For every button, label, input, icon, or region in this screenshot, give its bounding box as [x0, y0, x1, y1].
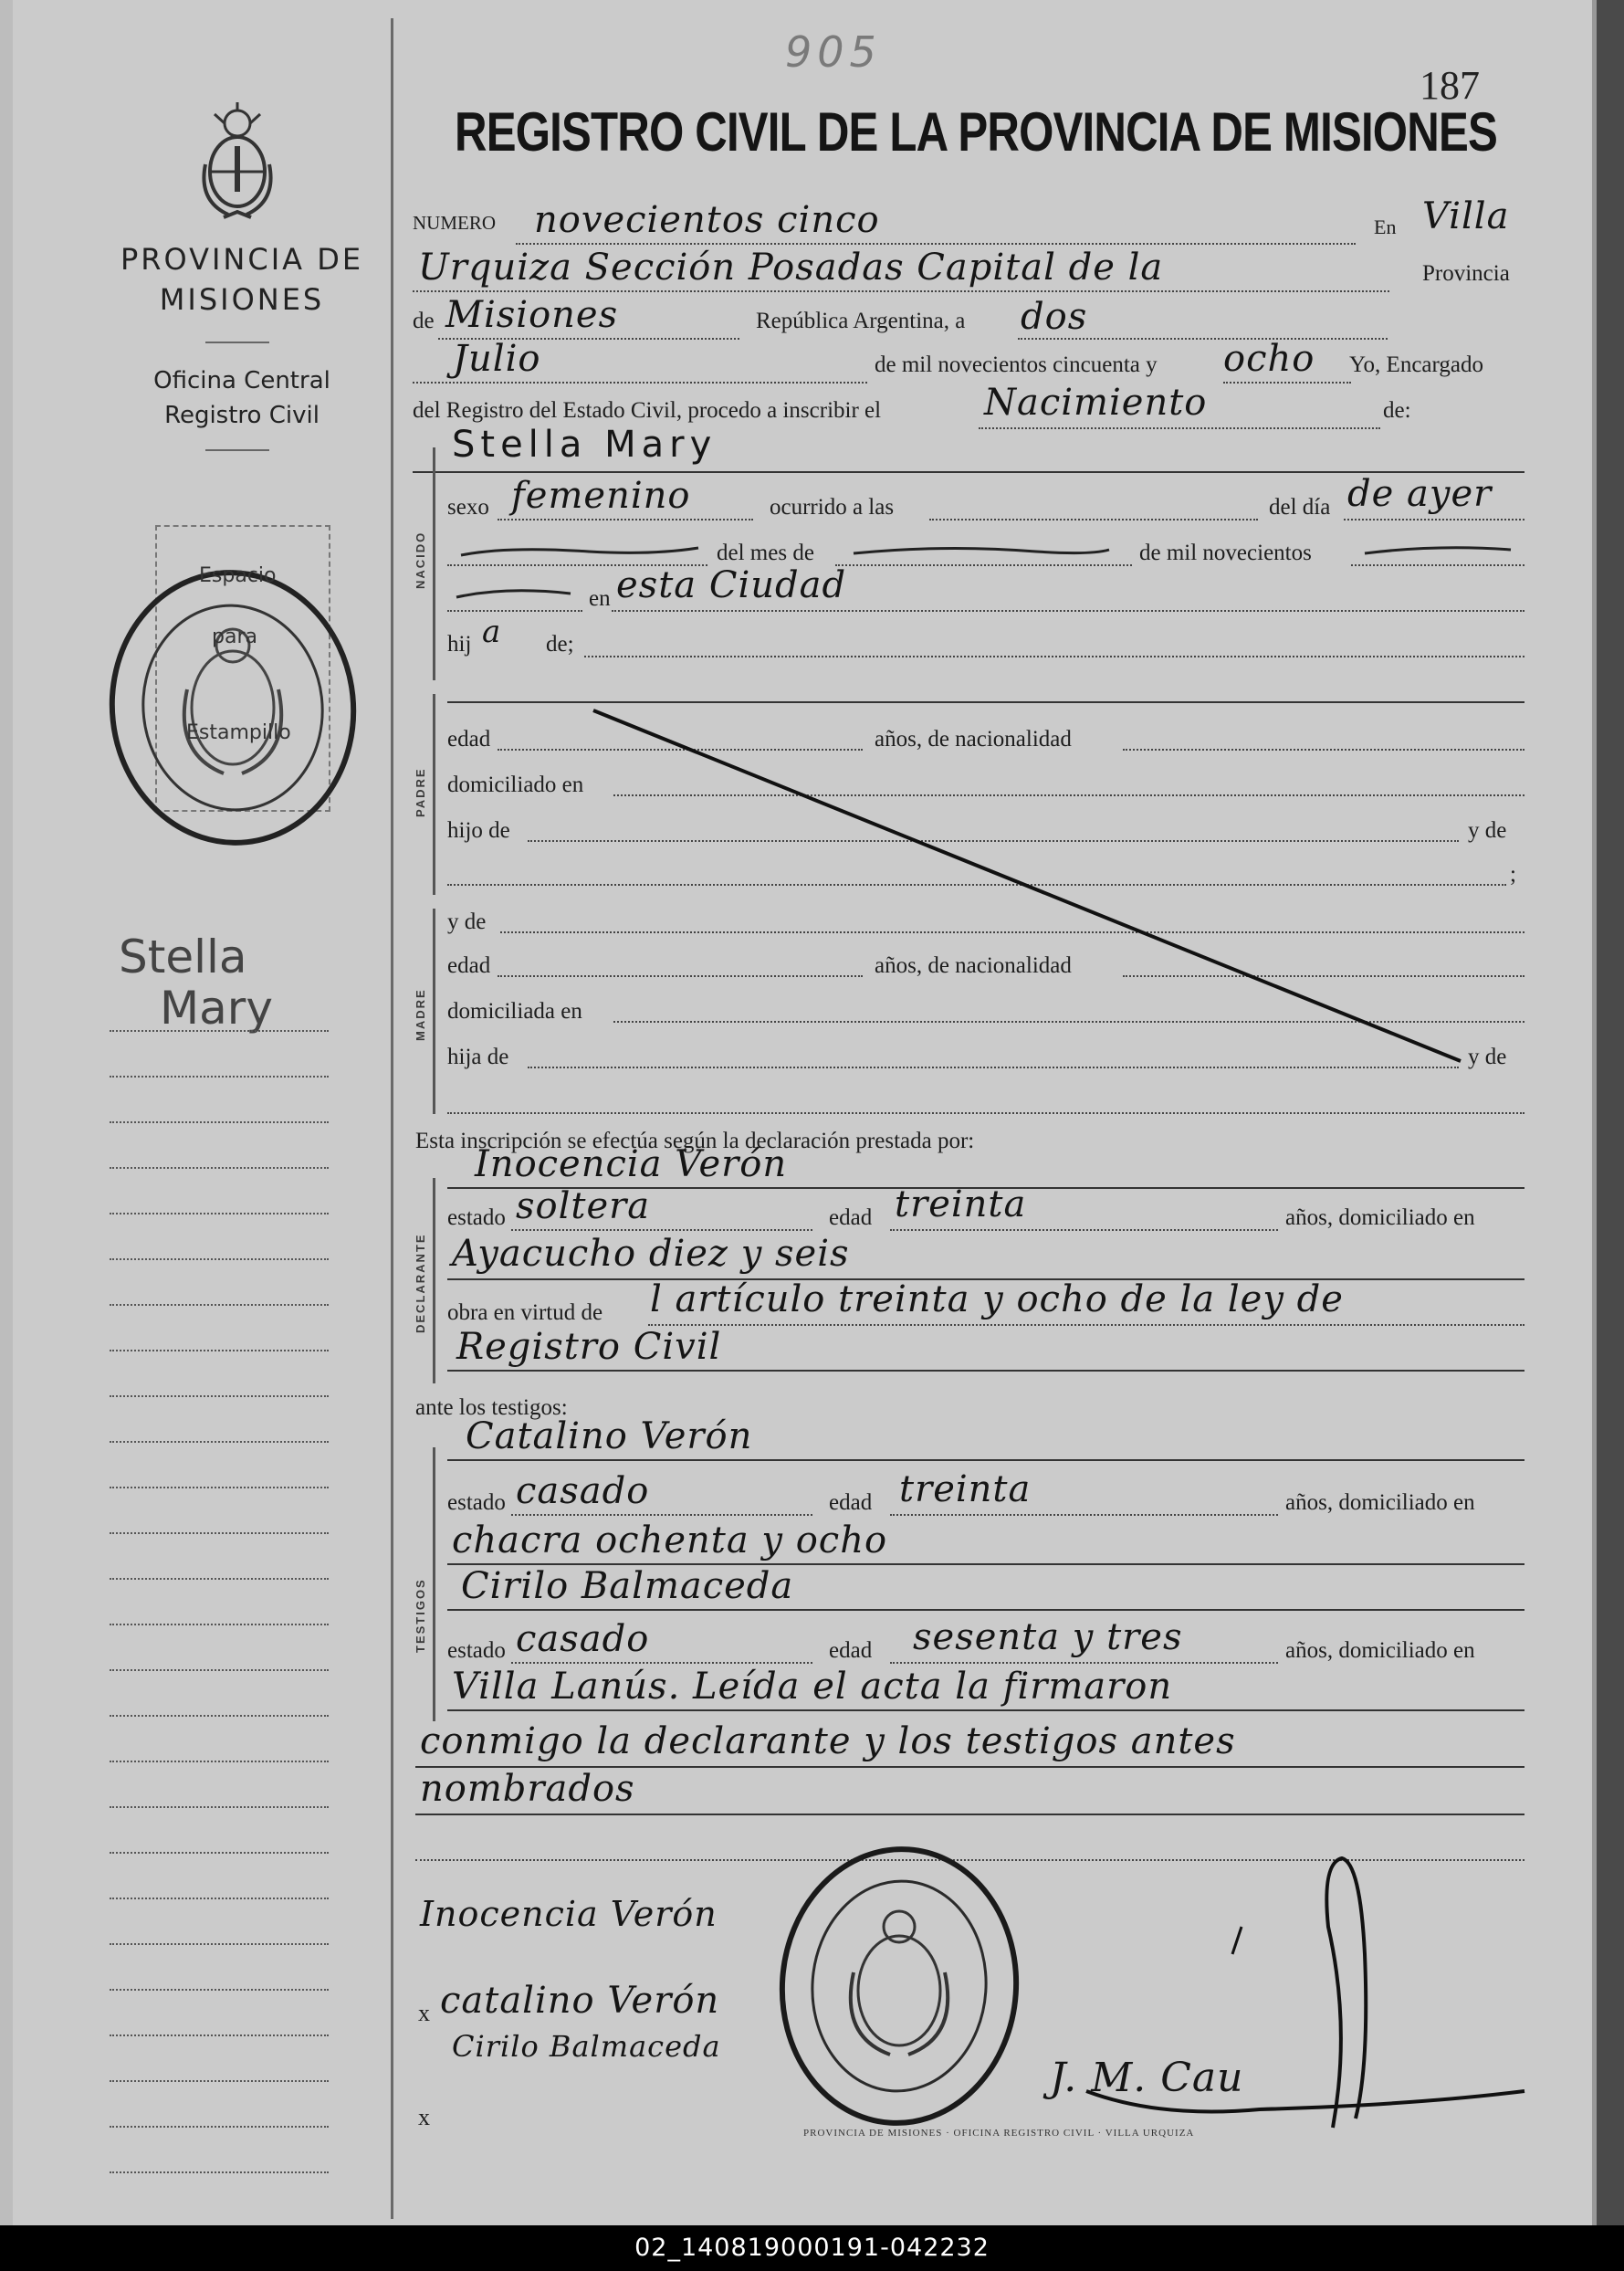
dia-value: de ayer: [1347, 473, 1493, 515]
madre-y-de-label-2: y de: [1468, 1045, 1507, 1069]
madre-domicilio-label: domiciliada en: [447, 999, 582, 1024]
sexo-value: femenino: [511, 475, 691, 517]
padre-edad-label: edad: [447, 727, 491, 752]
testigo2-name: Cirilo Balmaceda: [461, 1565, 794, 1607]
month-value: Julio: [453, 338, 541, 380]
testigo1-name: Catalino Verón: [466, 1415, 753, 1457]
province-heading: [100, 239, 383, 320]
encargado-label: Yo, Encargado: [1349, 352, 1483, 377]
declarante-estado-label: estado: [447, 1205, 506, 1230]
testigo1-dom-label: años, domiciliado en: [1285, 1490, 1475, 1515]
obra-line-2: [447, 1370, 1524, 1372]
testigo1-edad: treinta: [899, 1468, 1032, 1510]
padre-label: PADRE: [414, 767, 427, 817]
day-value: dos: [1021, 296, 1088, 338]
hij-label: hij: [447, 632, 472, 657]
divider: [205, 449, 269, 451]
signature-testigo-2: Cirilo Balmaceda: [452, 2029, 721, 2064]
hora-line: [929, 519, 1258, 520]
de-label: de: [413, 309, 435, 333]
testigo1-edad-line: [890, 1514, 1278, 1516]
testigo2-edad-line: [890, 1662, 1278, 1664]
hij-value: a: [482, 614, 502, 650]
declarante-edad-line: [890, 1229, 1278, 1231]
coat-of-arms-icon: [187, 100, 288, 228]
testigo2-edad: sesenta y tres: [913, 1616, 1183, 1658]
hij-de-line: [584, 656, 1524, 657]
testigo2-edad-label: edad: [829, 1638, 873, 1663]
declaracion-label: Esta inscripción se efectúa según la declaración prestada por:: [415, 1129, 975, 1153]
province-line-2: MISIONES: [159, 282, 325, 317]
official-seal-text: PROVINCIA DE MISIONES · OFICINA REGISTRO CIVIL · VILLA URQUIZA: [803, 2128, 1195, 2139]
en-value: Villa: [1422, 195, 1510, 237]
testigo2-dom-label: años, domiciliado en: [1285, 1638, 1475, 1663]
testigo2-estado: casado: [516, 1618, 650, 1660]
closing-text-2: nombrados: [420, 1768, 635, 1810]
padre-semicolon: ;: [1510, 862, 1516, 887]
declarante-label: DECLARANTE: [414, 1233, 427, 1333]
testigo1-estado-label: estado: [447, 1490, 506, 1515]
madre-edad-label: edad: [447, 953, 491, 978]
testigos-label: ante los testigos:: [415, 1395, 568, 1420]
office-line-1: Oficina Central: [153, 367, 330, 394]
declarante-estado: soltera: [516, 1185, 651, 1227]
declarante-estado-line: [511, 1229, 812, 1231]
testigo2-estado-label: estado: [447, 1638, 506, 1663]
republica-label: República Argentina, a: [756, 309, 966, 333]
padre-bracket: [433, 694, 435, 895]
testigo2-name-line: [447, 1609, 1524, 1611]
obra-value-1: l artículo treinta y ocho de la ley de: [650, 1278, 1344, 1320]
act-type-value: Nacimiento: [984, 382, 1208, 424]
page-number: 187: [1420, 63, 1480, 108]
official-seal-icon: [767, 1835, 1032, 2137]
testigo1-estado-line: [511, 1514, 812, 1516]
padre-hijo-de-label: hijo de: [447, 818, 510, 843]
divider: [205, 342, 269, 343]
declarante-name: Inocencia Verón: [475, 1143, 788, 1185]
x-mark-2: x: [418, 2104, 430, 2130]
testigo1-edad-label: edad: [829, 1490, 873, 1515]
ocurrido-label: ocurrido a las: [770, 495, 895, 520]
lugar-line: [612, 610, 1524, 612]
act-type-line: [979, 427, 1380, 429]
declarante-edad: treinta: [895, 1183, 1027, 1225]
sexo-label: sexo: [447, 495, 489, 520]
signature-declarante: Inocencia Verón: [420, 1894, 718, 1934]
padre-y-de-label: y de: [1468, 818, 1507, 843]
year-value: ocho: [1223, 338, 1315, 380]
madre-bracket: [433, 909, 435, 1114]
file-id-footer: 02_140819000191-042232: [0, 2225, 1624, 2271]
act-number-handwritten: 905: [785, 27, 882, 77]
padre-domicilio-label: domiciliado en: [447, 773, 584, 797]
province-line-1: PROVINCIA DE: [120, 242, 364, 277]
place-value: Urquiza Sección Posadas Capital de la: [418, 247, 1164, 289]
closing-line-2: [415, 1814, 1524, 1815]
declarante-dom-label: años, domiciliado en: [1285, 1205, 1475, 1230]
mil-nov-label: de mil novecientos: [1139, 541, 1312, 565]
year-line: [1223, 382, 1351, 384]
numero-line: [516, 243, 1356, 245]
closing-text-1: conmigo la declarante y los testigos antes: [420, 1720, 1236, 1762]
strike-marks: [452, 539, 1529, 612]
provincia-label: Provincia: [1422, 261, 1510, 286]
cancel-diagonal-line: [584, 703, 1479, 1068]
declarante-edad-label: edad: [829, 1205, 873, 1230]
margin-name: [119, 931, 273, 1034]
en-lugar-label: en: [589, 586, 611, 611]
provincia-value: Misiones: [445, 294, 619, 336]
registro-label: del Registro del Estado Civil, procedo a inscribir el: [413, 398, 882, 423]
blank-line-2: [447, 610, 582, 612]
stamp-space-label-1: Espacio: [199, 564, 277, 587]
obra-line: [648, 1324, 1524, 1326]
testigos-section-label: TESTIGOS: [414, 1578, 427, 1653]
madre-hija-de-label: hija de: [447, 1045, 509, 1069]
margin-name-line-1: Stella: [119, 930, 247, 983]
de-colon-label: de:: [1383, 398, 1411, 423]
testigo2-dom-line: [447, 1709, 1524, 1711]
testigo1-estado: casado: [516, 1470, 650, 1512]
office-heading: [100, 363, 383, 433]
testigo1-domicilio: chacra ochenta y ocho: [452, 1519, 888, 1561]
testigo2-domicilio: Villa Lanús. Leída el acta la firmaron: [452, 1666, 1173, 1708]
obra-value-2: Registro Civil: [456, 1326, 722, 1368]
sexo-line: [498, 519, 753, 520]
del-dia-label: del día: [1269, 495, 1331, 520]
hij-de-label: de;: [546, 632, 574, 657]
madre-nac-label: años, de nacionalidad: [875, 953, 1072, 978]
del-mes-label: del mes de: [717, 541, 814, 565]
nacido-label: NACIDO: [414, 531, 427, 589]
lugar-value: esta Ciudad: [616, 564, 847, 606]
testigos-bracket: [433, 1447, 435, 1721]
declarante-bracket: [433, 1178, 435, 1383]
en-label: En: [1374, 216, 1397, 238]
margin-divider: [391, 18, 393, 2219]
month-line: [413, 382, 867, 384]
page-title: REGISTRO CIVIL DE LA PROVINCIA DE MISIONES: [455, 101, 1497, 163]
office-line-2: Registro Civil: [164, 402, 320, 429]
signature-testigo-1: catalino Verón: [440, 1980, 720, 2022]
obra-label: obra en virtud de: [447, 1300, 603, 1325]
dia-line: [1344, 519, 1524, 520]
madre-y-de-label: y de: [447, 909, 487, 934]
registered-name: Stella Mary: [452, 424, 718, 466]
numero-value: novecientos cinco: [534, 199, 880, 241]
book-spine: [1597, 0, 1624, 2225]
nacido-bracket: [433, 447, 435, 680]
madre-label: MADRE: [414, 988, 427, 1041]
madre-line-5: [447, 1112, 1524, 1114]
x-mark-1: x: [418, 2000, 430, 2026]
stamp-space-label-3: Estampillo: [186, 721, 291, 744]
official-signature: J. M. Cau: [1050, 2055, 1244, 2101]
year-label: de mil novecientos cincuenta y: [875, 352, 1158, 377]
place-line: [413, 290, 1389, 292]
testigo1-name-line: [447, 1459, 1524, 1461]
stamp-space-label-2: para: [212, 626, 257, 648]
declarante-domicilio: Ayacucho diez y seis: [452, 1233, 850, 1275]
testigo2-estado-line: [511, 1662, 812, 1664]
numero-label: NUMERO: [413, 212, 497, 234]
day-line: [1018, 338, 1388, 340]
padre-nac-label: años, de nacionalidad: [875, 727, 1072, 752]
margin-name-line-2: Mary: [160, 982, 273, 1035]
